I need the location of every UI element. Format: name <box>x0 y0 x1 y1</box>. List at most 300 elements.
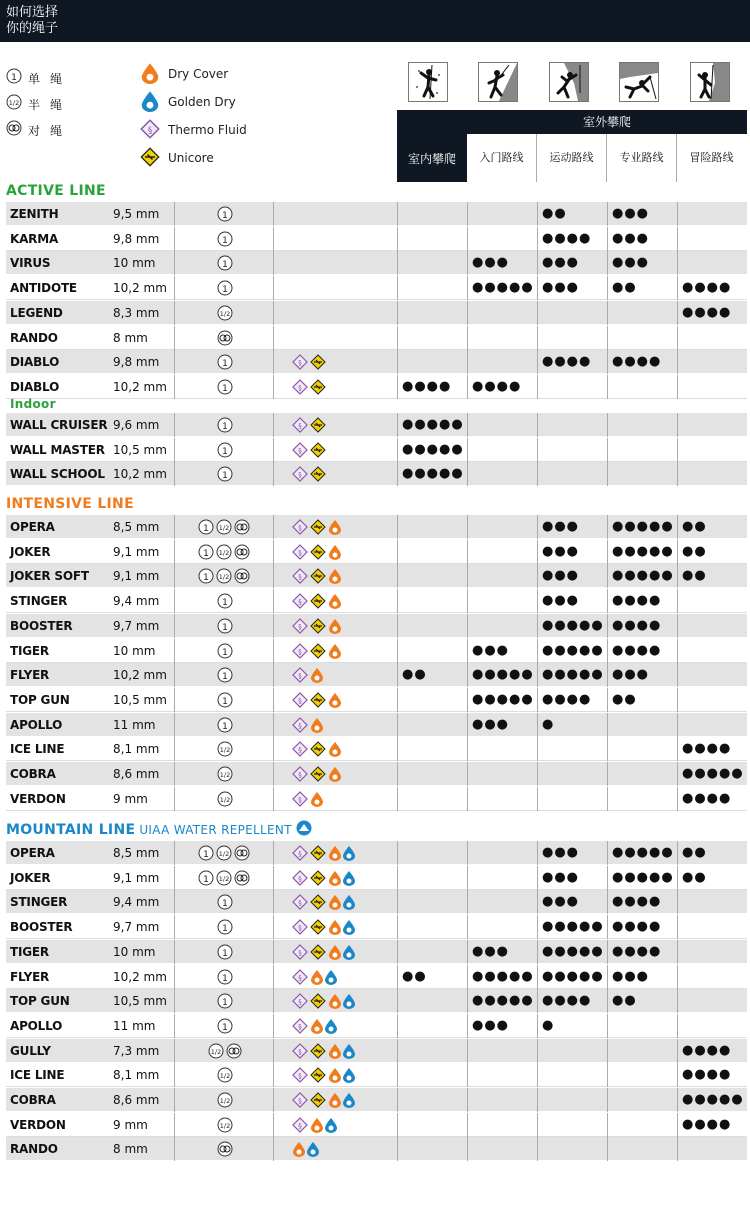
table-row[interactable] <box>6 438 747 462</box>
twin-rope-icon <box>6 120 22 139</box>
single-rope-icon <box>217 969 233 989</box>
svg-text:§: § <box>298 359 302 367</box>
column-divider <box>467 438 468 462</box>
column-divider <box>677 515 678 539</box>
half-rope-icon <box>216 519 232 539</box>
column-divider <box>607 301 608 325</box>
rope-diameter: 9,1 mm <box>113 871 160 885</box>
svg-text:1: 1 <box>203 524 209 534</box>
rating-dots: ●● <box>682 519 707 534</box>
svg-text:§: § <box>298 1072 302 1080</box>
single-rope-icon <box>198 845 214 865</box>
table-row[interactable] <box>6 1113 747 1137</box>
rating-dots: ●●● <box>472 717 510 732</box>
table-row[interactable] <box>6 1063 747 1087</box>
rating-dots: ●●●●● <box>472 280 534 295</box>
rope-type-icons <box>176 617 274 635</box>
column-divider <box>537 688 538 712</box>
table-row[interactable] <box>6 965 747 989</box>
svg-text:1: 1 <box>203 875 209 885</box>
table-row[interactable] <box>6 639 747 663</box>
column-divider <box>467 227 468 251</box>
svg-text:§: § <box>298 875 302 883</box>
rating-dots: ●● <box>402 667 427 682</box>
unicore-icon <box>310 354 326 374</box>
unicore-icon <box>310 593 326 613</box>
column-divider <box>607 965 608 989</box>
column-divider <box>677 1063 678 1087</box>
section-title <box>6 496 134 512</box>
treatment-icons <box>292 465 392 483</box>
column-divider <box>467 301 468 325</box>
rope-diameter: 10 mm <box>113 644 156 658</box>
unicore-icon <box>310 919 326 939</box>
svg-text:§: § <box>298 524 302 532</box>
svg-text:1/2: 1/2 <box>218 850 230 858</box>
svg-text:1: 1 <box>222 899 228 909</box>
column-divider <box>677 614 678 638</box>
svg-text:1: 1 <box>222 422 228 432</box>
dry-cover-icon <box>328 845 342 865</box>
column-divider <box>174 663 175 687</box>
column-divider <box>467 589 468 613</box>
svg-text:1: 1 <box>222 697 228 707</box>
golden-dry-icon <box>324 1117 338 1137</box>
column-divider <box>537 276 538 300</box>
rope-type-icons <box>176 790 274 808</box>
column-divider <box>397 787 398 811</box>
svg-text:1: 1 <box>222 260 228 270</box>
rope-type-icons <box>176 329 274 347</box>
column-divider <box>677 787 678 811</box>
table-row[interactable] <box>6 350 747 374</box>
rating-dots: ● <box>542 717 555 732</box>
rope-diameter: 11 mm <box>113 718 156 732</box>
column-divider <box>397 462 398 486</box>
column-divider <box>537 1088 538 1112</box>
svg-text:1/2: 1/2 <box>219 746 231 754</box>
column-divider <box>677 227 678 251</box>
single-rope-icon <box>6 68 22 87</box>
single-rope-icon <box>217 255 233 275</box>
rating-dots: ●●● <box>542 845 580 860</box>
column-divider <box>467 1039 468 1063</box>
rope-type-icons <box>176 869 274 887</box>
treatment-icons <box>292 378 392 396</box>
treatment-icons <box>292 230 392 248</box>
unicore-icon <box>140 146 160 171</box>
svg-text:1: 1 <box>222 384 228 394</box>
sport-climbing-icon <box>549 62 589 102</box>
rope-name: WALL MASTER <box>10 443 105 457</box>
column-divider <box>174 762 175 786</box>
table-row[interactable] <box>6 515 747 539</box>
table-row[interactable] <box>6 663 747 687</box>
treatment-icons <box>292 1042 392 1060</box>
column-divider <box>537 737 538 761</box>
column-divider <box>537 301 538 325</box>
rope-type-icons <box>176 441 274 459</box>
single-rope-icon <box>198 568 214 588</box>
rating-dots: ●●●● <box>682 1043 732 1058</box>
table-row[interactable] <box>6 564 747 588</box>
rope-name: WALL SCHOOL <box>10 467 105 481</box>
column-divider <box>397 438 398 462</box>
legend-twin-rope-label: 对绳 <box>28 124 73 138</box>
rating-dots: ●●●● <box>682 280 732 295</box>
golden-dry-icon <box>342 944 356 964</box>
unicore-icon <box>310 618 326 638</box>
rope-name: TOP GUN <box>10 693 70 707</box>
svg-text:1: 1 <box>222 211 228 221</box>
golden-dry-icon <box>324 1018 338 1038</box>
table-row[interactable] <box>6 589 747 613</box>
golden-dry-icon <box>324 969 338 989</box>
treatment-icons <box>292 592 392 610</box>
column-divider <box>467 989 468 1013</box>
column-divider <box>677 688 678 712</box>
table-row[interactable] <box>6 915 747 939</box>
rope-diameter: 7,3 mm <box>113 1044 160 1058</box>
column-divider <box>397 688 398 712</box>
thermo-fluid-icon <box>292 993 308 1013</box>
page-header <box>0 0 750 42</box>
half-rope-icon <box>6 94 22 113</box>
column-divider <box>397 1014 398 1038</box>
column-divider <box>677 989 678 1013</box>
rope-diameter: 9,5 mm <box>113 207 160 221</box>
svg-text:§: § <box>298 722 302 730</box>
table-row[interactable] <box>6 1137 747 1161</box>
table-row[interactable] <box>6 251 747 275</box>
rope-type-icons <box>176 1116 274 1134</box>
unicore-icon <box>310 544 326 564</box>
rope-type-icons <box>176 230 274 248</box>
rope-type-icons <box>176 740 274 758</box>
dry-cover-icon <box>328 870 342 890</box>
treatment-icons <box>292 1140 392 1158</box>
dry-cover-icon <box>310 969 324 989</box>
thermo-fluid-icon <box>292 717 308 737</box>
svg-text:1: 1 <box>222 623 228 633</box>
rope-diameter: 10,5 mm <box>113 693 167 707</box>
svg-text:1: 1 <box>222 924 228 934</box>
column-divider <box>607 1063 608 1087</box>
rating-dots: ●●●● <box>612 354 662 369</box>
column-divider <box>174 1113 175 1137</box>
table-row[interactable] <box>6 1039 747 1063</box>
rating-dots: ●●● <box>542 255 580 270</box>
column-divider <box>397 1039 398 1063</box>
rope-name: TOP GUN <box>10 994 70 1008</box>
rating-dots: ●● <box>682 845 707 860</box>
table-row[interactable] <box>6 989 747 1013</box>
table-row[interactable] <box>6 688 747 712</box>
half-rope-icon <box>217 1117 233 1137</box>
treatment-icons <box>292 205 392 223</box>
treatment-icons <box>292 716 392 734</box>
thermo-fluid-icon <box>292 593 308 613</box>
rope-diameter: 9 mm <box>113 792 148 806</box>
column-divider <box>677 639 678 663</box>
column-divider <box>467 965 468 989</box>
single-rope-icon <box>217 442 233 462</box>
column-divider <box>174 989 175 1013</box>
column-divider <box>677 564 678 588</box>
rating-dots: ●● <box>682 870 707 885</box>
section-title <box>6 820 312 838</box>
rope-type-icons <box>176 465 274 483</box>
rating-dots: ●●●● <box>682 1117 732 1132</box>
rating-dots: ●●●● <box>612 593 662 608</box>
thermo-fluid-icon <box>292 944 308 964</box>
rope-name: DIABLO <box>10 380 60 394</box>
column-divider <box>677 438 678 462</box>
half-rope-icon <box>217 766 233 786</box>
table-row[interactable] <box>6 540 747 564</box>
golden-dry-icon <box>342 1043 356 1063</box>
svg-text:1/2: 1/2 <box>219 1097 231 1105</box>
single-rope-icon <box>217 466 233 486</box>
rating-dots: ●●●●● <box>472 692 534 707</box>
rope-type-icons <box>176 353 274 371</box>
rope-name: FLYER <box>10 970 50 984</box>
treatment-icons <box>292 765 392 783</box>
column-divider <box>607 276 608 300</box>
twin-rope-icon <box>226 1043 242 1063</box>
rating-dots: ●●● <box>612 231 650 246</box>
dry-cover-icon <box>328 519 342 539</box>
column-divider <box>467 1088 468 1112</box>
column-divider <box>607 462 608 486</box>
column-divider <box>607 227 608 251</box>
adventure-climbing-icon <box>690 62 730 102</box>
column-divider <box>174 1039 175 1063</box>
column-divider <box>467 663 468 687</box>
table-row[interactable] <box>6 890 747 914</box>
treatment-icons <box>292 329 392 347</box>
column-divider <box>174 202 175 226</box>
svg-text:§: § <box>147 125 153 136</box>
column-divider <box>537 890 538 914</box>
column-divider <box>174 1088 175 1112</box>
rating-dots: ●● <box>402 969 427 984</box>
rating-dots: ●● <box>612 692 637 707</box>
column-divider <box>174 564 175 588</box>
column-divider <box>467 688 468 712</box>
outdoor-column-header: 室外攀爬 <box>467 110 747 134</box>
single-rope-icon <box>217 919 233 939</box>
column-divider <box>467 841 468 865</box>
svg-text:§: § <box>298 1122 302 1130</box>
thermo-fluid-icon <box>292 568 308 588</box>
dry-cover-icon <box>310 791 324 811</box>
thermo-fluid-icon <box>292 544 308 564</box>
single-rope-icon <box>217 1018 233 1038</box>
rope-type-icons <box>176 1140 274 1158</box>
half-rope-icon <box>217 741 233 761</box>
half-rope-icon <box>216 845 232 865</box>
rating-dots: ●● <box>542 206 567 221</box>
table-row[interactable] <box>6 276 747 300</box>
rating-dots: ●●●●● <box>612 870 674 885</box>
column-divider <box>467 940 468 964</box>
indoor-column-label: 室内攀爬 <box>407 152 456 166</box>
unicore-icon <box>310 519 326 539</box>
rope-name: BOOSTER <box>10 619 73 633</box>
unicore-icon <box>310 442 326 462</box>
column-divider <box>467 787 468 811</box>
rating-dots: ●●●●● <box>542 618 604 633</box>
svg-text:1: 1 <box>203 549 209 559</box>
svg-text:1: 1 <box>222 285 228 295</box>
rope-name: TIGER <box>10 945 49 959</box>
svg-text:§: § <box>298 648 302 656</box>
rope-type-icons <box>176 666 274 684</box>
single-rope-icon <box>217 280 233 300</box>
rating-dots: ●●● <box>542 894 580 909</box>
unicore-icon <box>310 568 326 588</box>
column-divider <box>174 688 175 712</box>
column-divider <box>607 413 608 437</box>
rating-dots: ●● <box>612 280 637 295</box>
treatment-icons <box>292 740 392 758</box>
column-divider <box>677 326 678 350</box>
table-row[interactable] <box>6 614 747 638</box>
table-row[interactable] <box>6 413 747 437</box>
column-divider <box>677 737 678 761</box>
thermo-fluid-icon <box>292 379 308 399</box>
table-row[interactable] <box>6 1014 747 1038</box>
rating-dots: ●●●● <box>612 894 662 909</box>
twin-rope-icon <box>234 870 250 890</box>
section-title <box>6 183 106 199</box>
rope-name: ANTIDOTE <box>10 281 77 295</box>
single-rope-icon <box>217 231 233 251</box>
column-divider <box>467 762 468 786</box>
rating-dots: ●●●●● <box>402 466 464 481</box>
thermo-fluid-icon <box>292 894 308 914</box>
treatment-icons <box>292 279 392 297</box>
column-divider <box>397 540 398 564</box>
rope-name: WALL CRUISER <box>10 418 108 432</box>
dry-cover-icon <box>328 692 342 712</box>
thermo-fluid-icon <box>292 1018 308 1038</box>
rating-dots: ●●● <box>542 280 580 295</box>
column-divider <box>174 540 175 564</box>
table-row[interactable] <box>6 375 747 399</box>
thermo-fluid-icon <box>292 1043 308 1063</box>
half-rope-icon <box>208 1043 224 1063</box>
single-rope-icon <box>217 894 233 914</box>
rope-name: COBRA <box>10 1093 56 1107</box>
rope-type-icons <box>176 918 274 936</box>
half-rope-icon <box>216 870 232 890</box>
column-divider <box>537 1137 538 1161</box>
column-divider <box>174 227 175 251</box>
table-row[interactable] <box>6 713 747 737</box>
svg-text:§: § <box>298 623 302 631</box>
rope-type-icons <box>176 254 274 272</box>
thermo-fluid-icon <box>292 845 308 865</box>
column-divider <box>467 1113 468 1137</box>
rating-dots: ●●●●● <box>472 993 534 1008</box>
treatment-icons <box>292 441 392 459</box>
single-rope-icon <box>217 993 233 1013</box>
svg-text:§: § <box>298 447 302 455</box>
svg-text:1: 1 <box>222 998 228 1008</box>
svg-text:1: 1 <box>203 573 209 583</box>
treatment-icons <box>292 893 392 911</box>
rope-type-icons <box>176 1017 274 1035</box>
rope-name: LEGEND <box>10 306 63 320</box>
dry-cover-icon <box>328 544 342 564</box>
unicore-icon <box>310 379 326 399</box>
table-row[interactable] <box>6 1088 747 1112</box>
column-divider <box>467 1137 468 1161</box>
column-divider <box>677 375 678 399</box>
unicore-icon <box>310 766 326 786</box>
svg-text:§: § <box>298 949 302 957</box>
column-divider <box>397 276 398 300</box>
table-row[interactable] <box>6 787 747 811</box>
table-row[interactable] <box>6 762 747 786</box>
thermo-fluid-icon <box>292 667 308 687</box>
rating-dots: ●●● <box>542 519 580 534</box>
table-row[interactable] <box>6 866 747 890</box>
table-row[interactable] <box>6 841 747 865</box>
column-divider <box>467 202 468 226</box>
column-divider <box>677 890 678 914</box>
thermo-fluid-icon <box>292 870 308 890</box>
table-row[interactable] <box>6 326 747 350</box>
twin-rope-icon <box>234 544 250 564</box>
treatment-icons <box>292 992 392 1010</box>
rope-name: VERDON <box>10 1118 66 1132</box>
rope-name: GULLY <box>10 1044 51 1058</box>
column-divider <box>397 940 398 964</box>
column-divider <box>397 1113 398 1137</box>
rope-diameter: 8,1 mm <box>113 1068 160 1082</box>
legend-single-rope-label: 单绳 <box>28 72 73 86</box>
rope-name: BOOSTER <box>10 920 73 934</box>
table-row[interactable] <box>6 462 747 486</box>
treatment-icons <box>292 617 392 635</box>
table-row[interactable] <box>6 202 747 226</box>
table-row[interactable] <box>6 301 747 325</box>
rope-diameter: 9,4 mm <box>113 594 160 608</box>
svg-text:1: 1 <box>222 471 228 481</box>
table-row[interactable] <box>6 940 747 964</box>
rating-dots: ●●●● <box>542 231 592 246</box>
column-divider <box>537 940 538 964</box>
column-divider <box>607 614 608 638</box>
table-row[interactable] <box>6 737 747 761</box>
rope-type-icons <box>176 543 274 561</box>
dry-cover-icon <box>328 568 342 588</box>
rating-dots: ●●● <box>542 544 580 559</box>
rope-name: FLYER <box>10 668 50 682</box>
rope-type-icons <box>176 378 274 396</box>
column-divider <box>677 841 678 865</box>
svg-text:1/2: 1/2 <box>218 524 230 532</box>
column-divider <box>174 301 175 325</box>
rating-dots: ●●●●● <box>542 667 604 682</box>
thermo-fluid-icon <box>292 1067 308 1087</box>
uiaa-icon <box>296 822 312 838</box>
svg-text:1/2: 1/2 <box>210 1048 222 1056</box>
table-row[interactable] <box>6 227 747 251</box>
